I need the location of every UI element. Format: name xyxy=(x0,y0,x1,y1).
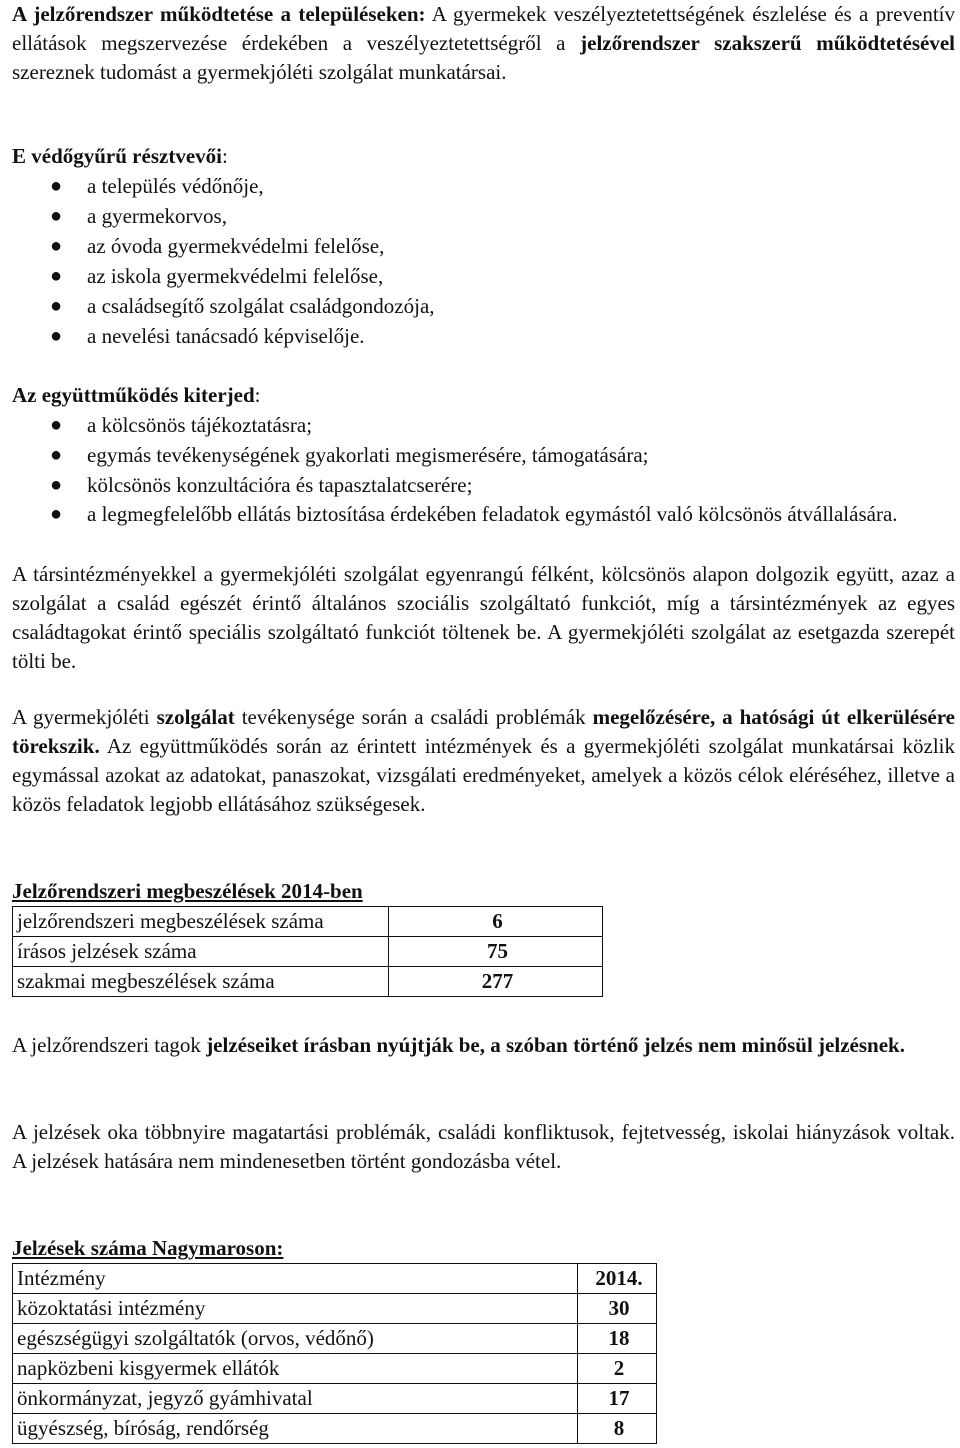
list-item: ● az iskola gyermekvédelmi felelőse, xyxy=(12,261,955,291)
signals-table xyxy=(12,1263,657,1444)
intro-bold-mid: jelzőrendszer szakszerű működtetésével xyxy=(580,31,956,55)
bullet-icon: ● xyxy=(50,474,63,496)
meetings-table xyxy=(12,906,603,997)
table-row: írásos jelzések száma 75 xyxy=(13,937,603,967)
cooperation-list xyxy=(12,410,955,529)
bullet-icon: ● xyxy=(50,414,63,436)
intro-text-1: A gyermekek veszélyeztetettségének észlelése és a preventív ellátások megszervezése érdekében a veszélyeztetettségről a xyxy=(12,2,955,55)
signals-table-title: Jelzések száma Nagymaroson: xyxy=(12,1236,284,1260)
meetings-section xyxy=(12,876,603,997)
bullet-icon: ● xyxy=(50,235,63,257)
signals-section xyxy=(12,1233,657,1444)
bullet-icon: ● xyxy=(50,325,63,347)
list-item: ● kölcsönös konzultációra és tapasztalatcserére; xyxy=(12,470,955,500)
table-header-row: Intézmény 2014. xyxy=(13,1264,657,1294)
bullet-icon: ● xyxy=(50,205,63,227)
participants-section xyxy=(12,141,955,351)
bullet-icon: ● xyxy=(50,265,63,287)
bullet-icon: ● xyxy=(50,175,63,197)
list-item: ● a legmegfelelőbb ellátás biztosítása érdekében feladatok egymástól való kölcsönös átvállalására. xyxy=(12,500,955,529)
bullet-icon: ● xyxy=(50,444,63,466)
table-row: közoktatási intézmény 30 xyxy=(13,1294,657,1324)
list-item: ● a kölcsönös tájékoztatásra; xyxy=(12,410,955,440)
cooperation-section xyxy=(12,380,955,529)
causes-paragraph: A jelzések oka többnyire magatartási problémák, családi konfliktusok, fejtetvesség, iskolai hiányzások voltak. A jelzések hatására nem mindenesetben történt gondozásba vétel. xyxy=(12,1120,955,1173)
list-item: ● a gyermekorvos, xyxy=(12,201,955,231)
table-row: egészségügyi szolgáltatók (orvos, védőnő) 18 xyxy=(13,1324,657,1354)
participants-list xyxy=(12,171,955,351)
list-item: ● az óvoda gyermekvédelmi felelőse, xyxy=(12,231,955,261)
bullet-icon: ● xyxy=(50,295,63,317)
written-signals-paragraph: A jelzőrendszeri tagok jelzéseiket írásban nyújtják be, a szóban történő jelzés nem minősül jelzésnek. xyxy=(12,1033,905,1057)
table-row: önkormányzat, jegyző gyámhivatal 17 xyxy=(13,1384,657,1414)
table-row: napközbeni kisgyermek ellátók 2 xyxy=(13,1354,657,1384)
bullet-icon: ● xyxy=(50,503,63,525)
intro-bold-lead: A jelzőrendszer működtetése a településeken: xyxy=(12,2,426,26)
partners-paragraph: A társintézményekkel a gyermekjóléti szolgálat egyenrangú félként, kölcsönös alapon dolgozik együtt, azaz a szolgálat a család egészét érintő általános szociális szolgáltató funkciót, míg a társintézmények az egyes családtagokat érintő speciális szolgáltató funkciót töltenek be. A gyermekjóléti szolgálat az esetgazda szerepét tölti be. xyxy=(12,562,955,673)
intro-text-2: szereznek tudomást a gyermekjóléti szolgálat munkatársai. xyxy=(12,60,507,84)
table-row: szakmai megbeszélések száma 277 xyxy=(13,967,603,997)
intro-paragraph xyxy=(12,0,955,87)
list-item: ● a nevelési tanácsadó képviselője. xyxy=(12,321,955,351)
meetings-table-title: Jelzőrendszeri megbeszélések 2014-ben xyxy=(12,879,363,903)
list-item: ● egymás tevékenységének gyakorlati megismerésére, támogatására; xyxy=(12,440,955,470)
list-item: ● a település védőnője, xyxy=(12,171,955,201)
service-paragraph: A gyermekjóléti szolgálat tevékenysége során a családi problémák megelőzésére, a hatósági út elkerülésére törekszik. Az együttműködés során az érintett intézmények és a gyermekjóléti szolgálat munkatársai közlik egymással azokat az adatokat, panaszokat, vizsgálati eredményeket, amelyek a közös célok eléréséhez, illetve a közös feladatok legjobb ellátásához szükségesek. xyxy=(12,705,955,816)
cooperation-heading: Az együttműködés kiterjed: xyxy=(12,383,261,407)
table-row: ügyészség, bíróság, rendőrség 8 xyxy=(13,1414,657,1444)
list-item: ● a családsegítő szolgálat családgondozója, xyxy=(12,291,955,321)
participants-heading: E védőgyűrű résztvevői: xyxy=(12,144,228,168)
table-row: jelzőrendszeri megbeszélések száma 6 xyxy=(13,907,603,937)
